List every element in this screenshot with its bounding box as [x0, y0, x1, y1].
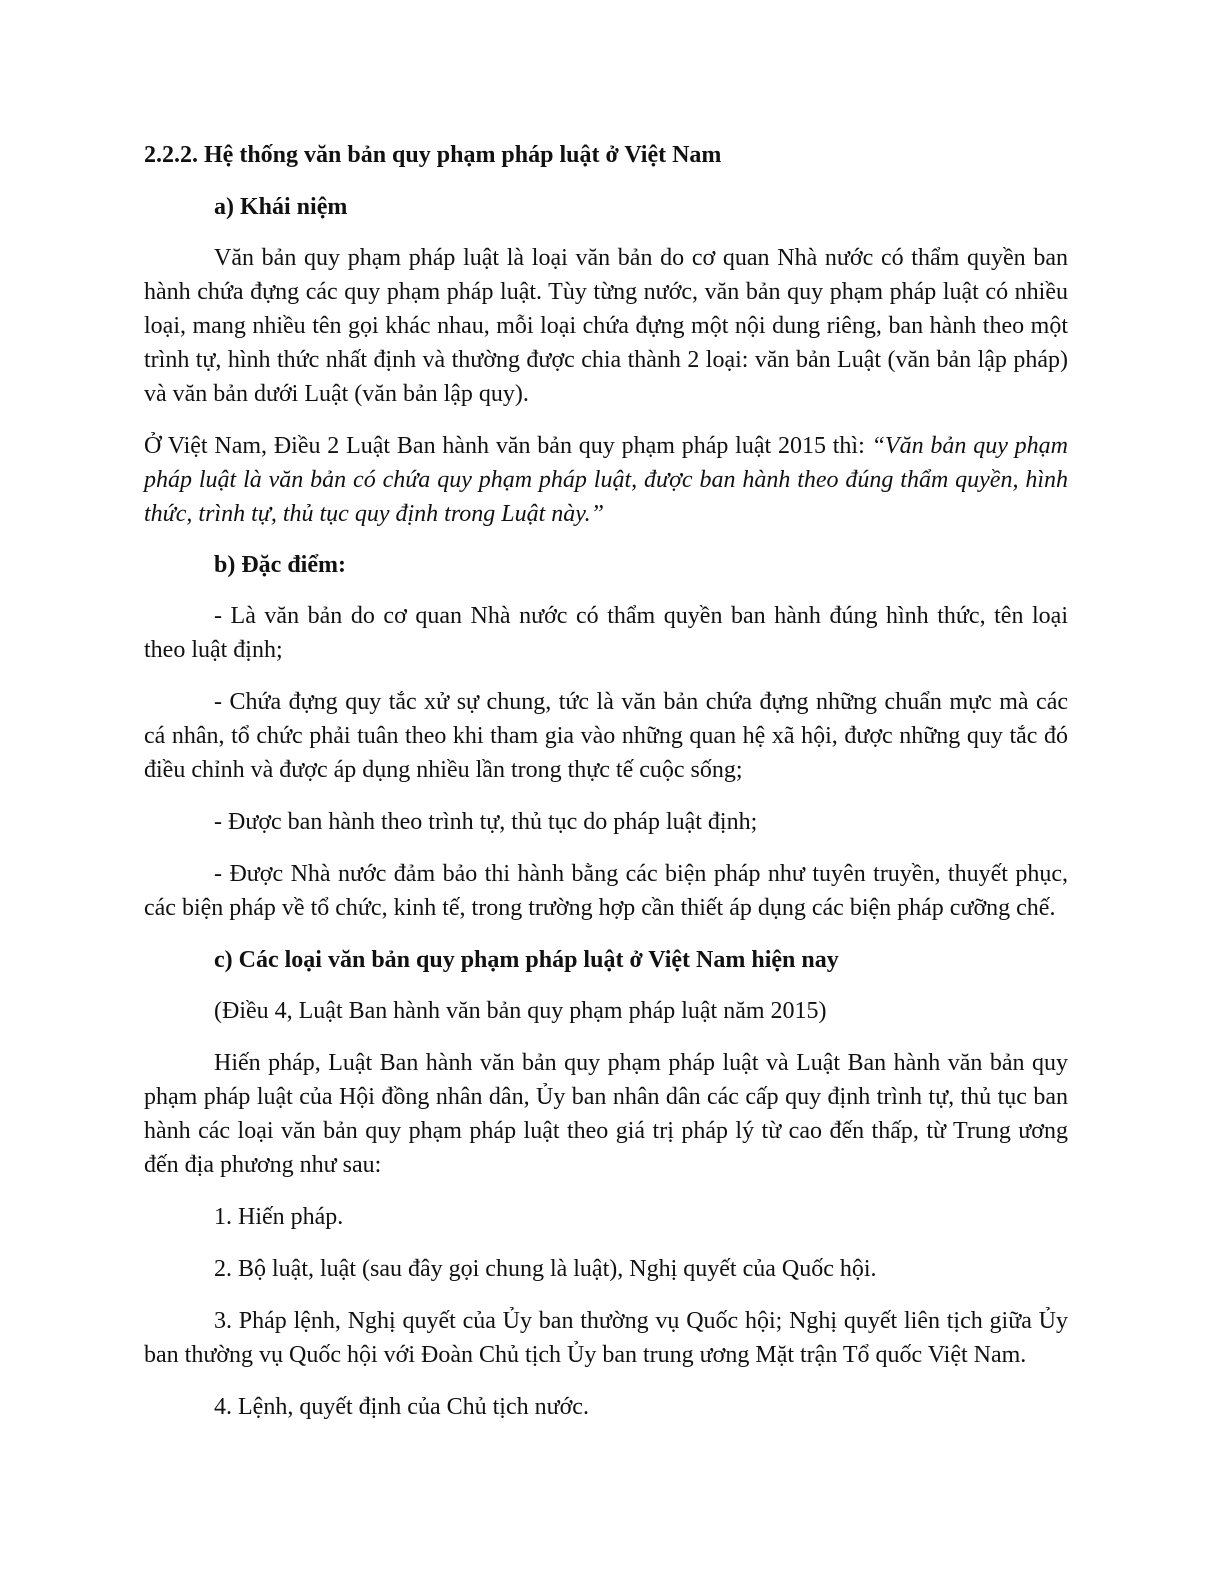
vietnam-quote-text: “Văn bản quy phạm pháp luật là văn bản có chứa quy phạm pháp luật, được ban hành theo đúng thẩm quyền, hình thức, trình tự, thủ tục quy định trong Luật này.”: [144, 433, 1068, 527]
part-c-source: (Điều 4, Luật Ban hành văn bản quy phạm pháp luật năm 2015): [214, 998, 827, 1024]
characteristic-item: - Chứa đựng quy tắc xử sự chung, tức là văn bản chứa đựng những chuẩn mực mà các cá nhân, tổ chức phải tuân theo khi tham gia vào những quan hệ xã hội, được những quy tắc đó điều chỉnh và được áp dụng nhiều lần trong thực tế cuộc sống;: [144, 689, 1068, 783]
document-type-item: 1. Hiến pháp.: [214, 1204, 344, 1230]
part-a-title: a) Khái niệm: [214, 194, 348, 220]
definition-paragraph: Văn bản quy phạm pháp luật là loại văn bản do cơ quan Nhà nước có thẩm quyền ban hành chứa đựng các quy phạm pháp luật. Tùy từng nước, văn bản quy phạm pháp luật có nhiều loại, mang nhiều tên gọi khác nhau, mỗi loại chứa đựng một nội dung riêng, ban hành theo một trình tự, hình thức nhất định và thường được chia thành 2 loại: văn bản Luật (văn bản lập pháp) và văn bản dưới Luật (văn bản lập quy).: [144, 245, 1068, 407]
part-c-title: c) Các loại văn bản quy phạm pháp luật ở Việt Nam hiện nay: [214, 947, 839, 973]
characteristic-item: - Là văn bản do cơ quan Nhà nước có thẩm quyền ban hành đúng hình thức, tên loại theo luật định;: [144, 603, 1068, 663]
characteristic-item: - Được ban hành theo trình tự, thủ tục do pháp luật định;: [214, 809, 758, 835]
part-b-title: b) Đặc điểm:: [214, 552, 346, 578]
document-page: [144, 138, 1068, 1442]
section-title: 2.2.2. Hệ thống văn bản quy phạm pháp luật ở Việt Nam: [144, 142, 722, 168]
vietnam-definition-paragraph: [144, 429, 1068, 531]
characteristic-item: - Được Nhà nước đảm bảo thi hành bằng các biện pháp như tuyên truyền, thuyết phục, các biện pháp về tổ chức, kinh tế, trong trường hợp cần thiết áp dụng các biện pháp cưỡng chế.: [144, 861, 1068, 921]
part-c-intro: Hiến pháp, Luật Ban hành văn bản quy phạm pháp luật và Luật Ban hành văn bản quy phạm pháp luật của Hội đồng nhân dân, Ủy ban nhân dân các cấp quy định trình tự, thủ tục ban hành các loại văn bản quy phạm pháp luật theo giá trị pháp lý từ cao đến thấp, từ Trung ương đến địa phương như sau:: [144, 1050, 1068, 1178]
document-type-item: 2. Bộ luật, luật (sau đây gọi chung là luật), Nghị quyết của Quốc hội.: [214, 1256, 877, 1282]
vietnam-intro-text: Ở Việt Nam, Điều 2 Luật Ban hành văn bản quy phạm pháp luật 2015 thì:: [144, 433, 872, 459]
document-type-item: 3. Pháp lệnh, Nghị quyết của Ủy ban thường vụ Quốc hội; Nghị quyết liên tịch giữa Ủy ban thường vụ Quốc hội với Đoàn Chủ tịch Ủy ban trung ương Mặt trận Tổ quốc Việt Nam.: [144, 1308, 1068, 1368]
document-type-item: 4. Lệnh, quyết định của Chủ tịch nước.: [214, 1394, 589, 1420]
